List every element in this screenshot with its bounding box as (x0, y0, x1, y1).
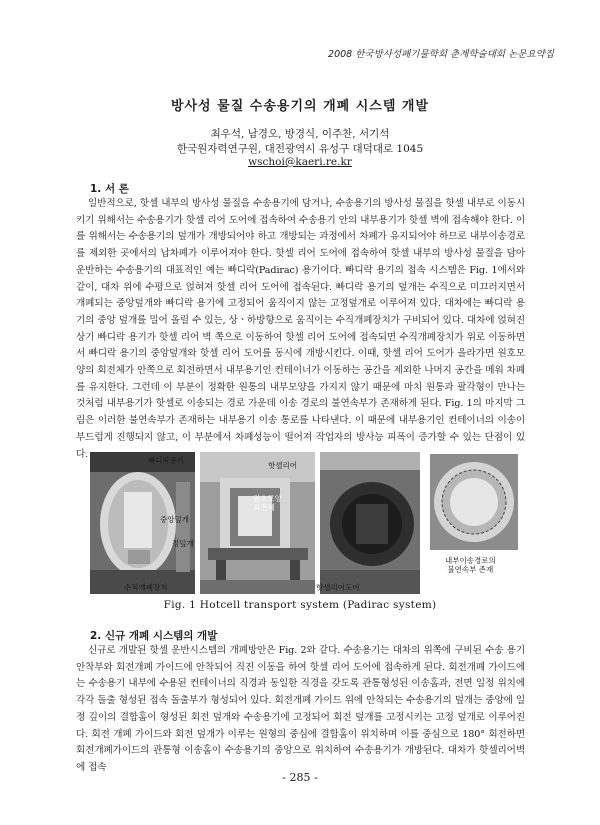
photo-transport-cart (200, 452, 315, 594)
author-email[interactable]: wschoi@kaeri.re.kr (248, 156, 352, 168)
page-number: - 285 - (282, 771, 318, 784)
label-hotcell-rear: 핫셀리어 (268, 461, 297, 470)
label-fixed-cover: 정덮개 (172, 539, 194, 548)
paper-title: 방사성 물질 수송용기의 개폐 시스템 개발 (170, 99, 430, 114)
figure-1-caption: Fig. 1 Hotcell transport system (Padirac system) (163, 599, 437, 611)
author-list: 최우석, 남경오, 방경식, 이주찬, 서기석 (210, 128, 390, 140)
label-padirac-cask: 빠디락용기 (148, 456, 185, 465)
affiliation: 한국원자력연구원, 대전광역시 유성구 대덕대로 1045 (176, 143, 424, 155)
figure-1 (90, 452, 520, 594)
section-2-heading: 2. 신규 개폐 시스템의 개발 (90, 630, 218, 642)
label-path-discontinuity: 내부이송경로의 불연속부 존재 (445, 556, 496, 574)
section-2-body: 신규로 개발된 핫셀 운반시스템의 개폐방안은 Fig. 2와 같다. 수송용기는 대차의 위쪽에 구비된 수송 용기 안착부와 회전개폐 가이드에 안착되어 직진 이동을 하여 핫셀 리어 도어에 접속하게 된다. 회전개폐 가이드에는 수송용기 내부에 수용된 컨테이너의 직경과 동일한 직경을 갖도록 관통형성된 이송홈과, 전면 일정 위치에 각각 돌출 형성된 접속 돌출부가 형성되어 있다. 회전개폐 가이드 위에 안착되는 수송용기의 덮개는 중앙에 일정 깊이의 결합홈이 형성된 회전 덮개와 수송용기에 고정되어 회전 덮개를 고정시키는 고정 덮개로 이루어진다. 회전 개폐 가이드와 회전 덮개가 이루는 원형의 중심에 결합홈이 위치하며 이를 중심으로 180° 회전하면 회전개폐가이드의 관통형 이송홈이 수송용기의 중앙으로 위치하여 수송용기가 개방된다. 대차가 핫셀리어벽에 접속 (76, 645, 525, 773)
label-center-cover: 중앙덮개 (160, 515, 189, 524)
section-1-body: 일반적으로, 핫셀 내부의 방사성 물질을 수송용기에 담거나, 수송용기의 방사성 물질을 핫셀 내부로 이동시키기 위해서는 수송용기가 핫셀 리어 도어에 접속하여 수송용기 안의 내부용기가 핫셀 벽에 접속해야 한다. 이를 위해서는 수송용기의 덮개가 개방되어야 하고 개방되는 과정에서 차폐가 유지되어야 하므로 내부이송경로를 제외한 곳에서의 납차폐가 이루어져야 한다. 핫셀 리어 도어에 접속하여 핫셀 내부의 방사성 물질을 담아 운반하는 수송용기의 대표적인 예는 빠디락(Padirac) 용기이다. 빠디락 용기의 접속 시스템은 Fig. 1에서와 같이, 대차 위에 수평으로 얹혀져 핫셀 리어 도어에 접속된다. 빠디락 용기의 덮개는 수직으로 미끄러지면서 개폐되는 중앙덮개와 빠디락 용기에 고정되어 움직이지 않는 고정덮개로 이루어져 있다. 대차에는 빠디락 용기의 중앙 덮개를 밀어 올릴 수 있는, 상ㆍ하방향으로 움직이는 수직개폐장치가 구비되어 있다. 대차에 얹혀진 상기 빠디락 용기가 핫셀 리어 벽 쪽으로 이동하여 핫셀 리어 도어에 접속되면 수직개폐장치가 위로 이동하면서 빠디락 용기의 중앙덮개와 핫셀 리어 도어를 동시에 개방시킨다. 이때, 핫셀 리어 도어가 올라가면 원호모양의 회전체가 안쪽으로 회전하면서 내부용기인 컨테이너가 이동하는 공간을 제외한 나머지 공간을 메워 차폐를 유지한다. 그런데 이 부분이 정확한 원통의 내부모양을 가지지 않기 때문에 마치 원통과 팔각형이 만나는 것처럼 내부용기가 핫셀로 이송되는 경로 가운데 이송 경로의 불연속부가 존재하게 된다. Fig. 1의 마지막 그림은 이러한 불연속부가 존재하는 내부용기 이송 통로를 나타낸다. 이 때문에 내부용기인 컨테이너의 이송이 부드럽게 진행되지 않고, 이 부분에서 차폐성능이 떨어져 작업자의 방사능 피폭이 증가할 수 있는 단점이 있다. (76, 198, 525, 460)
label-arc-rotor: 원호모양 회전체 (253, 494, 282, 512)
label-hotcell-rear-door: 핫셀리어도어 (316, 583, 360, 592)
section-1-heading: 1. 서 론 (90, 183, 129, 195)
label-vertical-opener: 수직개폐장치 (124, 583, 168, 592)
running-header: 2008 한국방사성폐기물학회 춘계학술대회 논문요약집 (328, 49, 554, 60)
photo-hotcell-rear-door (320, 452, 420, 594)
